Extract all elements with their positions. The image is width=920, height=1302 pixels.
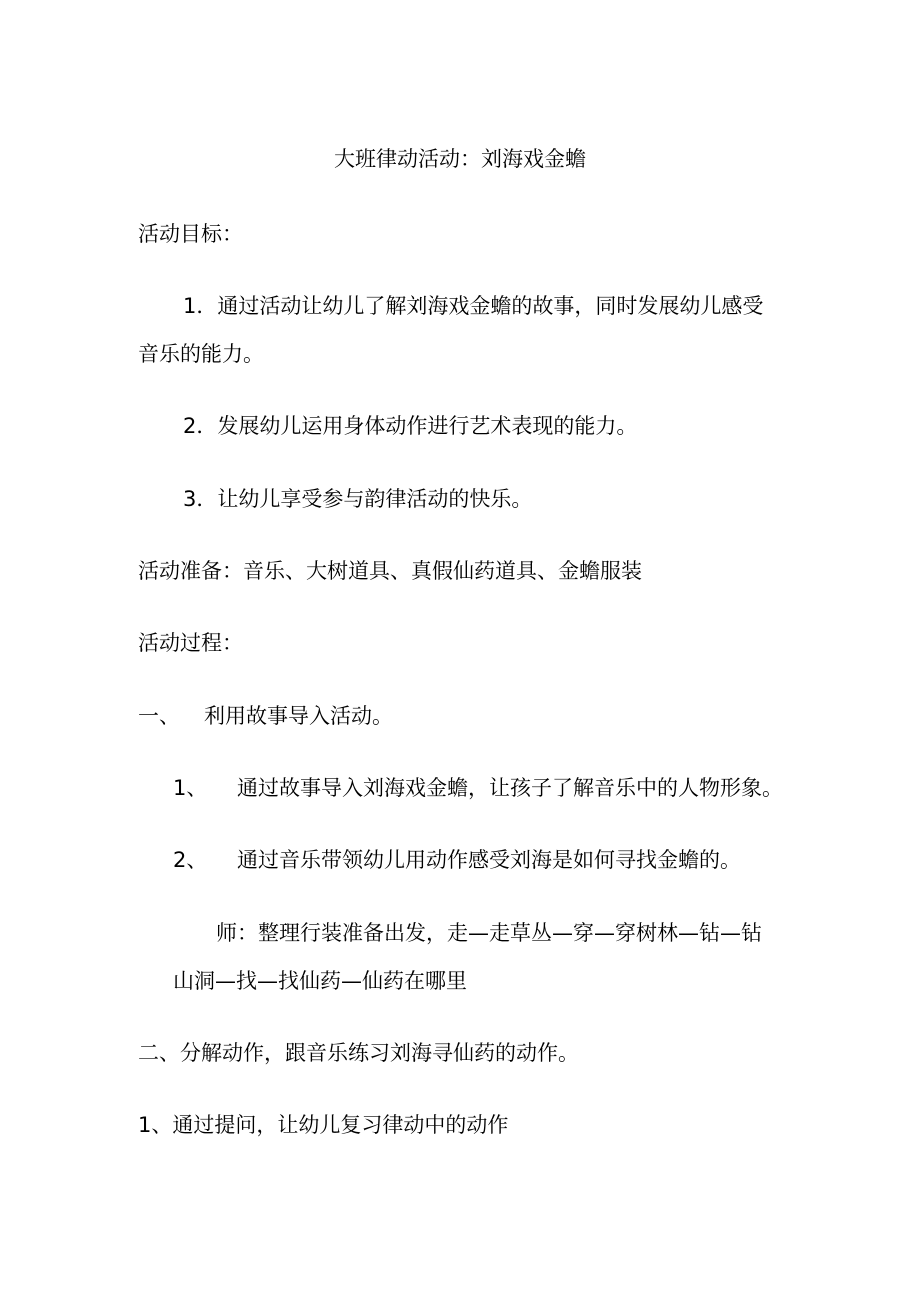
item-text: 通过故事导入刘海戏金蟾，让孩子了解音乐中的人物形象。 xyxy=(237,776,783,800)
section-number: 一、 xyxy=(138,704,180,728)
preparation-line: 活动准备：音乐、大树道具、真假仙药道具、金蟾服装 xyxy=(138,559,642,583)
item-number: 2、 xyxy=(173,848,208,872)
goal-item-1-continued: 音乐的能力。 xyxy=(138,342,264,366)
section-1-heading xyxy=(138,701,393,731)
section-1-item-2 xyxy=(173,845,741,875)
goal-item-1 xyxy=(183,291,763,321)
item-text: 通过音乐带领幼儿用动作感受刘海是如何寻找金蟾的。 xyxy=(237,848,741,872)
goal-text: 通过活动让幼儿了解刘海戏金蟾的故事，同时发展幼儿感受 xyxy=(217,294,764,318)
goal-number: 2． xyxy=(183,414,218,438)
step-1-line: 1、通过提问，让幼儿复习律动中的动作 xyxy=(138,1113,509,1137)
item-number: 1、 xyxy=(173,776,208,800)
goal-number: 3． xyxy=(183,487,218,511)
section-text: 利用故事导入活动。 xyxy=(204,704,393,728)
goals-heading: 活动目标： xyxy=(138,222,243,246)
goal-text: 让幼儿享受参与韵律活动的快乐。 xyxy=(217,487,533,511)
goal-item-2 xyxy=(183,411,637,441)
section-2-heading: 二、分解动作，跟音乐练习刘海寻仙药的动作。 xyxy=(138,1041,579,1065)
document-title: 大班律动活动：刘海戏金蟾 xyxy=(334,148,586,171)
goal-text: 发展幼儿运用身体动作进行艺术表现的能力。 xyxy=(217,414,638,438)
goal-number: 1． xyxy=(183,294,218,318)
teacher-line: 师：整理行装准备出发，走—走草丛—穿—穿树林—钻—钻 xyxy=(216,921,762,945)
goal-item-3 xyxy=(183,484,532,514)
teacher-line-continued: 山洞—找—找仙药—仙药在哪里 xyxy=(173,969,467,993)
section-1-item-1 xyxy=(173,773,783,803)
process-heading: 活动过程： xyxy=(138,631,243,655)
